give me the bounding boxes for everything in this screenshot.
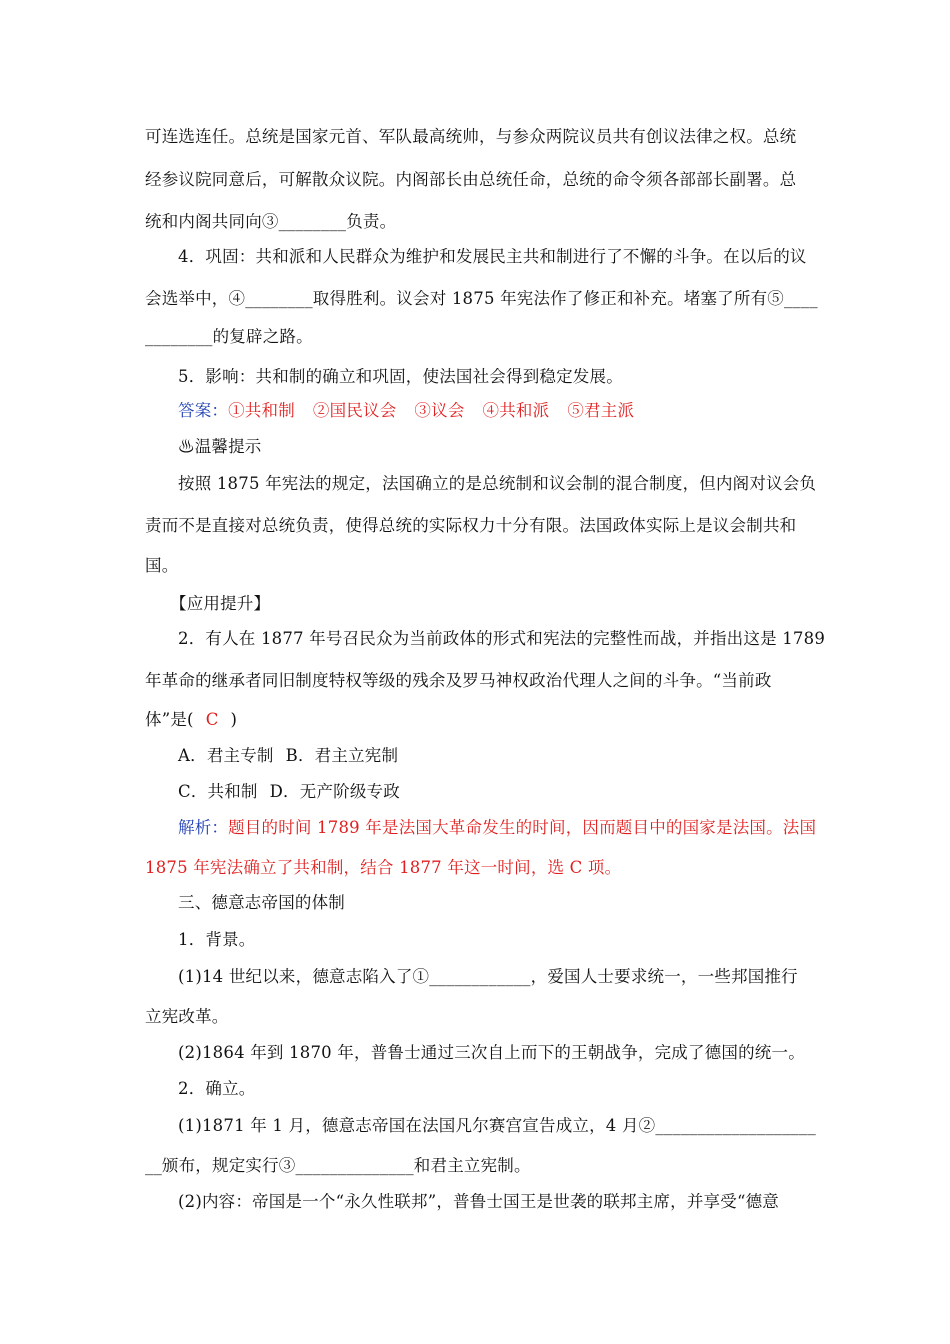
text-line: (1)14 世纪以来，德意志陷入了①____________，爱国人士要求统一，一些邦国推行 xyxy=(178,967,798,986)
question-stem-end: 体”是( C ) xyxy=(145,710,238,729)
apply-heading: 【应用提升】 xyxy=(170,594,271,613)
text-line: __颁布，规定实行③______________和君主立宪制。 xyxy=(145,1156,531,1175)
text-line: 2．有人在 1877 年号召民众为当前政体的形式和宪法的完整性而战，并指出这是 1789 xyxy=(178,629,826,648)
text-line: 经参议院同意后，可解散众议院。内阁部长由总统任命，总统的命令须各部部长副署。总 xyxy=(145,170,797,189)
section-heading: 三、德意志帝国的体制 xyxy=(178,893,345,912)
paragraph-item-5: 5．影响：共和制的确立和巩固，使法国社会得到稳定发展。 xyxy=(178,367,623,386)
option-b: B．君主立宪制 xyxy=(285,746,399,765)
text-line: 年革命的继承者同旧制度特权等级的残余及罗马神权政治代理人之间的斗争。“当前政 xyxy=(145,671,772,690)
option-d: D．无产阶级专政 xyxy=(269,782,400,801)
text-line: 可连选连任。总统是国家元首、军队最高统帅，与参众两院议员共有创议法律之权。总统 xyxy=(145,127,797,146)
text-line: 统和内阁共同向③________负责。 xyxy=(145,212,397,231)
answer-item: ③议会 xyxy=(414,401,465,420)
hot-springs-icon: ♨ xyxy=(178,437,195,456)
text-line: 责而不是直接对总统负责，使得总统的实际权力十分有限。法国政体实际上是议会制共和 xyxy=(145,516,797,535)
text-line: (1)1871 年 1 月，德意志帝国在法国凡尔赛宫宣告成立，4 月②___________________ xyxy=(178,1116,816,1135)
tip-title: 温馨提示 xyxy=(194,437,262,456)
answer-item: ②国民议会 xyxy=(312,401,397,420)
answer-item: ①共和制 xyxy=(228,401,295,420)
answer-line xyxy=(178,401,634,421)
subheading-background: 1．背景。 xyxy=(178,930,256,949)
answer-item: ⑤君主派 xyxy=(567,401,635,420)
options-row xyxy=(178,746,398,766)
subheading-establishment: 2．确立。 xyxy=(178,1079,256,1098)
option-c: C．共和制 xyxy=(178,782,258,801)
text-line: 4．巩固：共和派和人民群众为维护和发展民主共和制进行了不懈的斗争。在以后的议 xyxy=(178,247,807,266)
text-line: 国。 xyxy=(145,556,179,575)
text-line: 按照 1875 年宪法的规定，法国确立的是总统制和议会制的混合制度，但内阁对议会负 xyxy=(178,474,817,493)
text-line: 1875 年宪法确立了共和制，结合 1877 年这一时间，选 C 项。 xyxy=(145,858,622,877)
options-row xyxy=(178,782,400,802)
text-line: ________的复辟之路。 xyxy=(145,327,313,346)
question-answer: C xyxy=(205,710,219,729)
paragraph-background-2: (2)1864 年到 1870 年，普鲁士通过三次自上而下的王朝战争，完成了德国的统一。 xyxy=(178,1043,805,1062)
text-line: 会选举中，④________取得胜利。议会对 1875 年宪法作了修正和补充。堵塞了所有⑤____ xyxy=(145,289,818,308)
option-a: A．君主专制 xyxy=(178,746,274,765)
answer-item: ④共和派 xyxy=(482,401,550,420)
paragraph-establishment-2: (2)内容：帝国是一个“永久性联邦”，普鲁士国王是世袭的联邦主席，并享受“德意 xyxy=(178,1192,779,1211)
text-line: 解析：题目的时间 1789 年是法国大革命发生的时间，因而题目中的国家是法国。法国 xyxy=(178,818,817,837)
answer-label: 答案： xyxy=(178,401,229,420)
analysis-label: 解析： xyxy=(178,818,229,837)
text-line: 立宪改革。 xyxy=(145,1007,229,1026)
tip-heading xyxy=(178,437,262,457)
